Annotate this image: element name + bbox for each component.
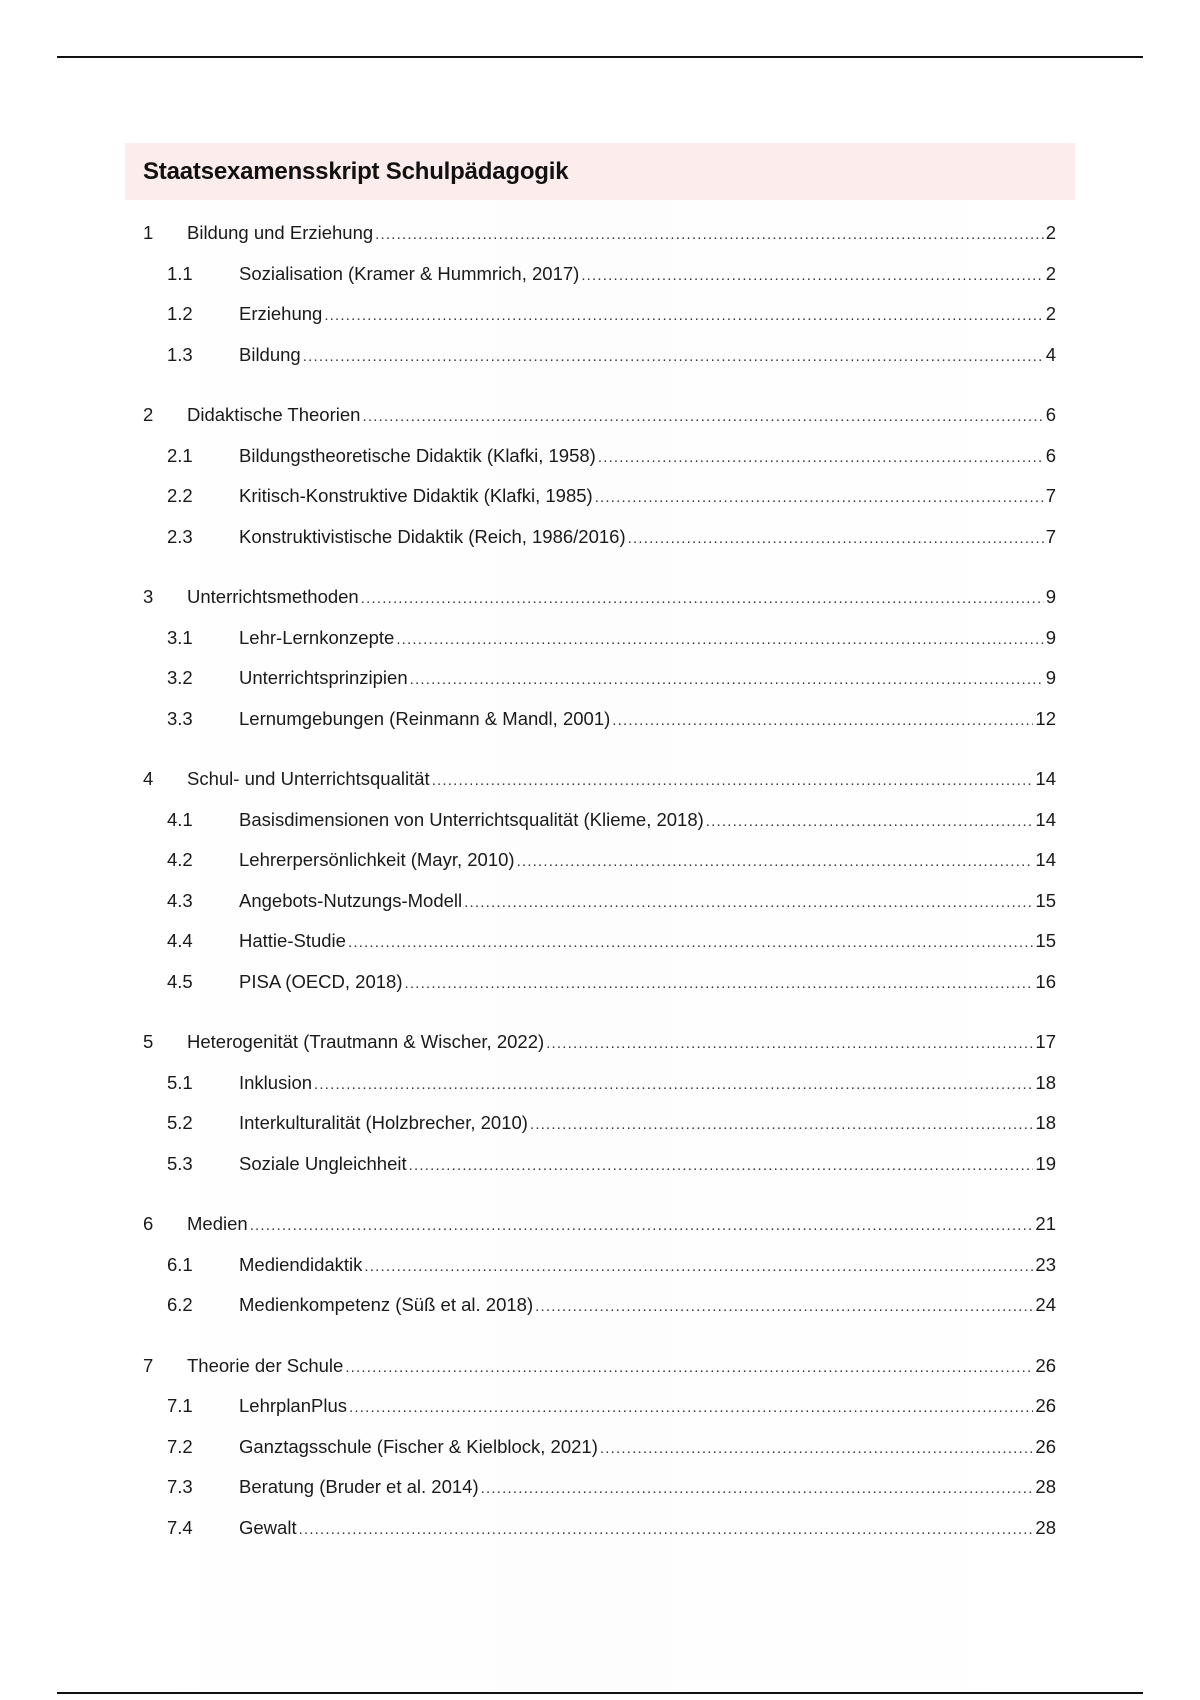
toc-entry-line xyxy=(239,706,1056,734)
toc-entry-line xyxy=(239,888,1056,916)
toc-entry-label: Gewalt xyxy=(239,1517,297,1538)
top-rule xyxy=(57,56,1143,58)
toc-entry-number: 7.1 xyxy=(167,1395,193,1416)
toc-entry-page: 24 xyxy=(1035,1294,1056,1315)
toc-entry-page: 14 xyxy=(1035,809,1056,830)
toc-dot-leader xyxy=(375,222,1044,248)
toc-entry-line xyxy=(239,1515,1056,1543)
toc-entry-line xyxy=(239,665,1056,693)
toc-entry-label: Medienkompetenz (Süß et al. 2018) xyxy=(239,1294,534,1315)
toc-dot-leader xyxy=(361,586,1044,612)
toc-entry-label: Hattie-Studie xyxy=(239,930,346,951)
toc-entry-number: 4.3 xyxy=(167,890,193,911)
toc-entry-section[interactable] xyxy=(0,888,1200,914)
toc-entry-page: 2 xyxy=(1045,263,1056,284)
toc-entry-label: Soziale Ungleichheit xyxy=(239,1153,407,1174)
toc-entry-line xyxy=(187,402,1056,430)
toc-entry-section[interactable] xyxy=(0,443,1200,469)
toc-entry-page: 2 xyxy=(1045,222,1056,243)
toc-dot-leader xyxy=(364,1254,1033,1280)
toc-entry-label: Heterogenität (Trautmann & Wischer, 2022) xyxy=(187,1031,545,1052)
toc-entry-line xyxy=(239,1070,1056,1098)
toc-entry-label: LehrplanPlus xyxy=(239,1395,347,1416)
toc-dot-leader xyxy=(612,708,1033,734)
toc-entry-page: 9 xyxy=(1045,667,1056,688)
toc-entry-chapter[interactable] xyxy=(0,402,1200,428)
toc-entry-section[interactable] xyxy=(0,1110,1200,1136)
toc-entry-chapter[interactable] xyxy=(0,1353,1200,1379)
toc-entry-label: Konstruktivistische Didaktik (Reich, 1986/2016) xyxy=(239,526,626,547)
toc-entry-page: 7 xyxy=(1045,526,1056,547)
toc-entry-label: Lehr-Lernkonzepte xyxy=(239,627,395,648)
toc-entry-section[interactable] xyxy=(0,1292,1200,1318)
toc-entry-number: 5 xyxy=(143,1031,154,1052)
document-title: Staatsexamensskript Schulpädagogik xyxy=(143,157,569,185)
toc-dot-leader xyxy=(303,344,1044,370)
toc-dot-leader xyxy=(628,526,1044,552)
toc-entry-page: 26 xyxy=(1035,1395,1056,1416)
toc-entry-label: Bildung xyxy=(239,344,301,365)
toc-entry-line xyxy=(239,1110,1056,1138)
toc-entry-line xyxy=(239,1393,1056,1421)
toc-entry-line xyxy=(239,807,1056,835)
toc-entry-page: 6 xyxy=(1045,404,1056,425)
toc-dot-leader xyxy=(546,1031,1033,1057)
toc-entry-page: 21 xyxy=(1035,1213,1056,1234)
toc-entry-label: Unterrichtsprinzipien xyxy=(239,667,408,688)
toc-entry-section[interactable] xyxy=(0,342,1200,368)
toc-dot-leader xyxy=(250,1213,1034,1239)
toc-entry-label: Angebots-Nutzungs-Modell xyxy=(239,890,463,911)
toc-entry-section[interactable] xyxy=(0,969,1200,995)
toc-entry-section[interactable] xyxy=(0,665,1200,691)
toc-dot-leader xyxy=(517,849,1034,875)
toc-dot-leader xyxy=(410,667,1044,693)
toc-entry-section[interactable] xyxy=(0,261,1200,287)
toc-entry-number: 7.4 xyxy=(167,1517,193,1538)
toc-entry-line xyxy=(239,301,1056,329)
toc-entry-page: 14 xyxy=(1035,849,1056,870)
toc-entry-line xyxy=(239,847,1056,875)
toc-entry-chapter[interactable] xyxy=(0,1029,1200,1055)
toc-dot-leader xyxy=(432,768,1034,794)
toc-entry-label: Schul- und Unterrichtsqualität xyxy=(187,768,430,789)
bottom-rule xyxy=(57,1692,1143,1694)
toc-entry-line xyxy=(187,1029,1056,1057)
toc-dot-leader xyxy=(706,809,1034,835)
toc-entry-label: Medien xyxy=(187,1213,248,1234)
toc-entry-page: 17 xyxy=(1035,1031,1056,1052)
toc-entry-section[interactable] xyxy=(0,301,1200,327)
toc-dot-leader xyxy=(535,1294,1033,1320)
toc-dot-leader xyxy=(324,303,1043,329)
toc-entry-label: Unterrichtsmethoden xyxy=(187,586,359,607)
toc-entry-number: 2.3 xyxy=(167,526,193,547)
toc-entry-page: 26 xyxy=(1035,1355,1056,1376)
toc-dot-leader xyxy=(299,1517,1034,1543)
toc-entry-number: 4 xyxy=(143,768,154,789)
toc-entry-page: 15 xyxy=(1035,930,1056,951)
toc-entry-section[interactable] xyxy=(0,524,1200,550)
toc-entry-page: 19 xyxy=(1035,1153,1056,1174)
toc-entry-section[interactable] xyxy=(0,625,1200,651)
toc-entry-line xyxy=(187,584,1056,612)
toc-entry-label: Kritisch-Konstruktive Didaktik (Klafki, 1985) xyxy=(239,485,593,506)
toc-entry-line xyxy=(239,524,1056,552)
toc-entry-number: 2.2 xyxy=(167,485,193,506)
toc-entry-number: 4.2 xyxy=(167,849,193,870)
toc-entry-number: 6.1 xyxy=(167,1254,193,1275)
toc-entry-number: 7.3 xyxy=(167,1476,193,1497)
toc-entry-label: Bildungstheoretische Didaktik (Klafki, 1958) xyxy=(239,445,596,466)
toc-entry-label: Sozialisation (Kramer & Hummrich, 2017) xyxy=(239,263,580,284)
toc-entry-section[interactable] xyxy=(0,928,1200,954)
toc-entry-page: 7 xyxy=(1045,485,1056,506)
toc-dot-leader xyxy=(598,445,1044,471)
toc-entry-number: 4.1 xyxy=(167,809,193,830)
toc-entry-section[interactable] xyxy=(0,706,1200,732)
toc-entry-label: Bildung und Erziehung xyxy=(187,222,374,243)
toc-entry-line xyxy=(239,483,1056,511)
toc-entry-number: 2.1 xyxy=(167,445,193,466)
toc-entry-number: 1.1 xyxy=(167,263,193,284)
toc-entry-page: 9 xyxy=(1045,627,1056,648)
toc-entry-line xyxy=(239,1252,1056,1280)
toc-entry-chapter[interactable] xyxy=(0,1211,1200,1237)
toc-entry-number: 4.5 xyxy=(167,971,193,992)
toc-entry-label: Erziehung xyxy=(239,303,323,324)
toc-entry-line xyxy=(187,1211,1056,1239)
toc-entry-page: 16 xyxy=(1035,971,1056,992)
toc-entry-label: Beratung (Bruder et al. 2014) xyxy=(239,1476,479,1497)
toc-entry-section[interactable] xyxy=(0,483,1200,509)
toc-entry-label: Interkulturalität (Holzbrecher, 2010) xyxy=(239,1112,528,1133)
toc-entry-page: 26 xyxy=(1035,1436,1056,1457)
toc-entry-line xyxy=(239,443,1056,471)
toc-dot-leader xyxy=(362,404,1043,430)
toc-dot-leader xyxy=(345,1355,1033,1381)
toc-entry-line xyxy=(187,1353,1056,1381)
toc-entry-section[interactable] xyxy=(0,1515,1200,1541)
toc-entry-section[interactable] xyxy=(0,1393,1200,1419)
toc-entry-number: 3.3 xyxy=(167,708,193,729)
toc-entry-line xyxy=(239,928,1056,956)
toc-entry-number: 4.4 xyxy=(167,930,193,951)
toc-entry-page: 2 xyxy=(1045,303,1056,324)
toc-entry-line xyxy=(239,1474,1056,1502)
toc-entry-chapter[interactable] xyxy=(0,766,1200,792)
toc-entry-label: Basisdimensionen von Unterrichtsqualität (Klieme, 2018) xyxy=(239,809,704,830)
toc-entry-line xyxy=(187,220,1056,248)
toc-entry-section[interactable] xyxy=(0,1434,1200,1460)
toc-entry-number: 5.2 xyxy=(167,1112,193,1133)
toc-entry-section[interactable] xyxy=(0,807,1200,833)
toc-entry-number: 6.2 xyxy=(167,1294,193,1315)
toc-entry-label: Mediendidaktik xyxy=(239,1254,363,1275)
toc-dot-leader xyxy=(404,971,1033,997)
toc-entry-page: 23 xyxy=(1035,1254,1056,1275)
toc-entry-page: 18 xyxy=(1035,1112,1056,1133)
toc-entry-label: Theorie der Schule xyxy=(187,1355,344,1376)
toc-entry-number: 1.2 xyxy=(167,303,193,324)
toc-entry-label: Lehrerpersönlichkeit (Mayr, 2010) xyxy=(239,849,515,870)
toc-dot-leader xyxy=(348,930,1033,956)
toc-entry-line xyxy=(239,1292,1056,1320)
toc-entry-section[interactable] xyxy=(0,1474,1200,1500)
toc-dot-leader xyxy=(464,890,1033,916)
title-banner xyxy=(125,143,1075,200)
toc-entry-chapter[interactable] xyxy=(0,220,1200,246)
toc-entry-page: 28 xyxy=(1035,1476,1056,1497)
toc-entry-number: 3.1 xyxy=(167,627,193,648)
toc-dot-leader xyxy=(595,485,1044,511)
toc-entry-page: 6 xyxy=(1045,445,1056,466)
toc-entry-number: 7 xyxy=(143,1355,154,1376)
toc-dot-leader xyxy=(530,1112,1033,1138)
toc-entry-number: 1.3 xyxy=(167,344,193,365)
toc-dot-leader xyxy=(409,1153,1034,1179)
toc-entry-number: 7.2 xyxy=(167,1436,193,1457)
toc-entry-number: 3 xyxy=(143,586,154,607)
toc-entry-page: 15 xyxy=(1035,890,1056,911)
toc-entry-page: 4 xyxy=(1045,344,1056,365)
toc-entry-section[interactable] xyxy=(0,1070,1200,1096)
toc-dot-leader xyxy=(481,1476,1034,1502)
toc-entry-line xyxy=(239,1434,1056,1462)
toc-entry-number: 5.1 xyxy=(167,1072,193,1093)
toc-entry-number: 6 xyxy=(143,1213,154,1234)
toc-entry-number: 2 xyxy=(143,404,154,425)
toc-dot-leader xyxy=(314,1072,1033,1098)
toc-entry-line xyxy=(239,261,1056,289)
toc-entry-line xyxy=(239,969,1056,997)
toc-dot-leader xyxy=(349,1395,1033,1421)
toc-entry-label: Didaktische Theorien xyxy=(187,404,361,425)
toc-dot-leader xyxy=(396,627,1043,653)
toc-entry-line xyxy=(239,1151,1056,1179)
toc-entry-page: 9 xyxy=(1045,586,1056,607)
toc-entry-label: PISA (OECD, 2018) xyxy=(239,971,403,992)
toc-entry-number: 5.3 xyxy=(167,1153,193,1174)
toc-entry-line xyxy=(239,342,1056,370)
toc-entry-page: 12 xyxy=(1035,708,1056,729)
toc-entry-number: 3.2 xyxy=(167,667,193,688)
toc-entry-section[interactable] xyxy=(0,847,1200,873)
toc-entry-number: 1 xyxy=(143,222,154,243)
toc-entry-label: Lernumgebungen (Reinmann & Mandl, 2001) xyxy=(239,708,611,729)
toc-entry-chapter[interactable] xyxy=(0,584,1200,610)
toc-entry-section[interactable] xyxy=(0,1151,1200,1177)
toc-entry-label: Ganztagsschule (Fischer & Kielblock, 2021) xyxy=(239,1436,598,1457)
toc-entry-page: 14 xyxy=(1035,768,1056,789)
toc-entry-label: Inklusion xyxy=(239,1072,313,1093)
toc-dot-leader xyxy=(600,1436,1034,1462)
toc-entry-section[interactable] xyxy=(0,1252,1200,1278)
toc-entry-page: 18 xyxy=(1035,1072,1056,1093)
toc-entry-line xyxy=(239,625,1056,653)
toc-entry-page: 28 xyxy=(1035,1517,1056,1538)
toc-entry-line xyxy=(187,766,1056,794)
toc-dot-leader xyxy=(581,263,1043,289)
